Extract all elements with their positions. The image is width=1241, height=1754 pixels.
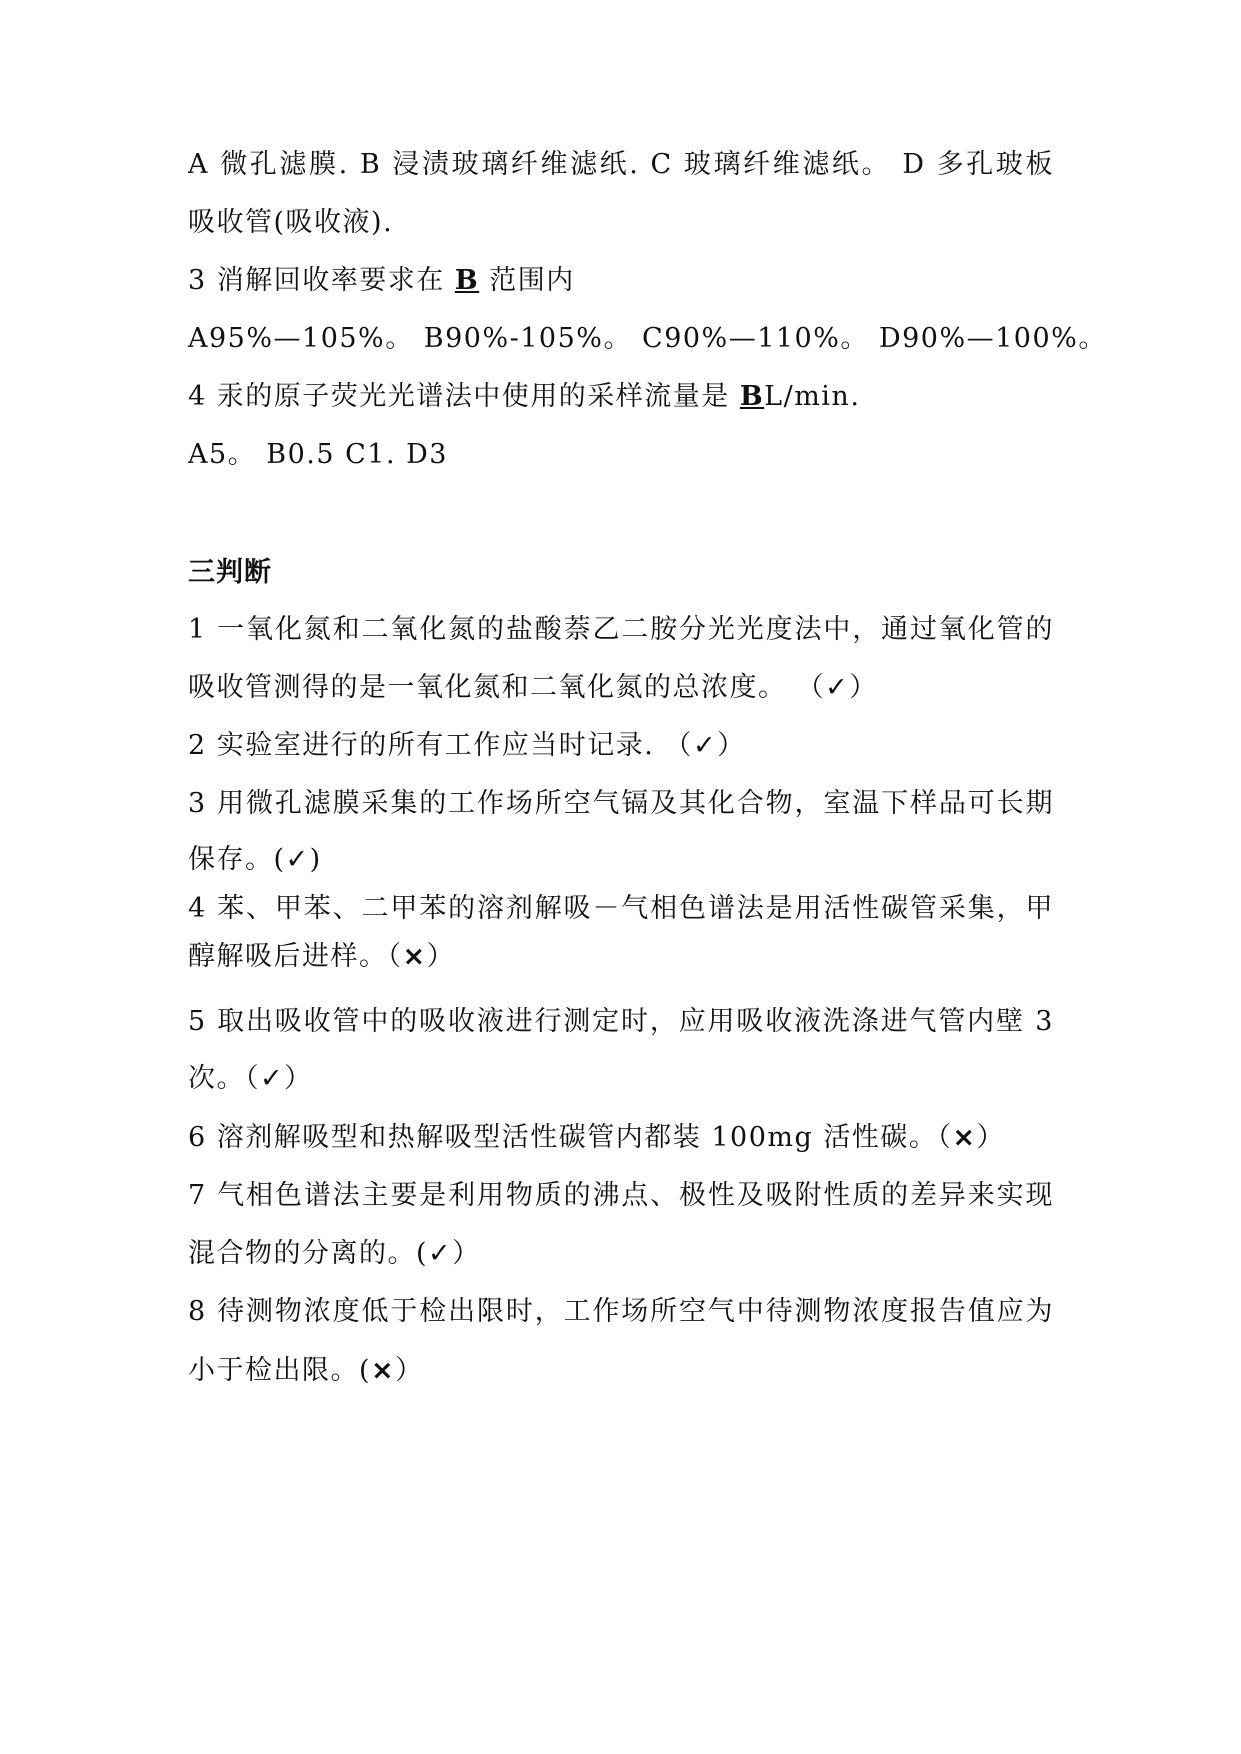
judge-item-1-line1: 1 一氧化氮和二氧化氮的盐酸萘乙二胺分光光度法中，通过氧化管的 — [188, 614, 1054, 645]
check-mark: ✓ — [260, 1063, 285, 1094]
q3-prefix: 3 消解回收率要求在 — [188, 265, 455, 296]
check-mark: ✓ — [692, 730, 718, 761]
q2-options-line1: A 微孔滤膜. B 浸渍玻璃纤维滤纸. C 玻璃纤维滤纸。 D 多孔玻板 — [188, 149, 1054, 180]
judge-item-8-line1: 8 待测物浓度低于检出限时，工作场所空气中待测物浓度报告值应为 — [188, 1296, 1054, 1327]
check-mark: ✓ — [428, 1238, 453, 1269]
q3-suffix: 范围内 — [479, 265, 575, 296]
judge-item-5-line1: 5 取出吸收管中的吸收液进行测定时，应用吸收液洗涤进气管内壁 3 — [188, 1006, 1054, 1037]
judge-item-7-line1: 7 气相色谱法主要是利用物质的沸点、极性及吸附性质的差异来实现 — [188, 1180, 1054, 1211]
judge-item-4-line2: 醇解吸后进样。（×） — [188, 941, 456, 972]
judge-item-3-line2: 保存。(✓) — [188, 844, 322, 875]
q4-suffix: L/min. — [764, 381, 861, 412]
q3-question — [188, 264, 575, 298]
judge-item-6: 6 溶剂解吸型和热解吸型活性碳管内都装 100mg 活性碳。（×） — [188, 1122, 1005, 1153]
check-mark: ✓ — [825, 672, 850, 703]
judge-item-2: 2 实验室进行的所有工作应当时记录. （✓） — [188, 730, 746, 761]
judge-item-1-line2: 吸收管测得的是一氧化氮和二氧化氮的总浓度。 （✓） — [188, 672, 878, 703]
judge-item-7-line2: 混合物的分离的。(✓） — [188, 1238, 481, 1269]
check-mark: ✓ — [285, 844, 310, 875]
q3-options: A95%—105%。 B90%-105%。 C90%—110%。 D90%—100%。 — [188, 323, 1107, 354]
q4-question — [188, 380, 860, 414]
q3-answer: B — [454, 265, 480, 296]
section-heading-judgement: 三判断 — [188, 557, 272, 588]
q4-prefix: 4 汞的原子荧光光谱法中使用的采样流量是 — [188, 381, 740, 412]
q4-options: A5。 B0.5 C1. D3 — [188, 439, 448, 470]
judge-item-3-line1: 3 用微孔滤膜采集的工作场所空气镉及其化合物，室温下样品可长期 — [188, 788, 1054, 819]
cross-mark: × — [952, 1122, 977, 1153]
judge-item-8-line2: 小于检出限。(×） — [188, 1355, 424, 1386]
q2-options-line2: 吸收管(吸收液). — [188, 207, 394, 238]
cross-mark: × — [402, 941, 427, 972]
q4-answer: B — [739, 381, 765, 412]
cross-mark: × — [371, 1355, 396, 1386]
judge-item-5-line2: 次。（✓） — [188, 1063, 313, 1094]
judge-item-4-line1: 4 苯、甲苯、二甲苯的溶剂解吸－气相色谱法是用活性碳管采集，甲 — [188, 893, 1054, 924]
